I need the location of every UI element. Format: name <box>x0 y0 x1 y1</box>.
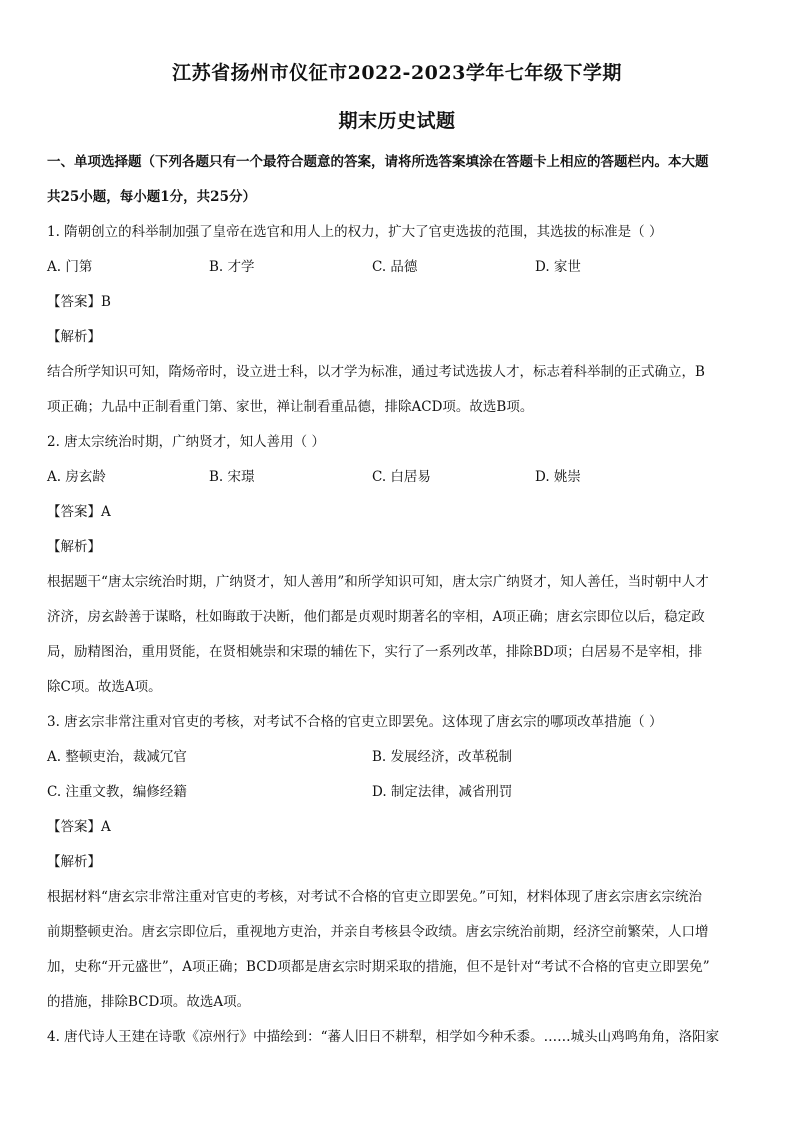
q1-analysis-label: 【解析】 <box>47 329 101 345</box>
q3-analysis-label: 【解析】 <box>47 854 101 870</box>
q1-option-d: D. 家世 <box>535 259 581 275</box>
q4-stem: 4. 唐代诗人王建在诗歌《凉州行》中描绘到：“蕃人旧日不耕犁，相学如今种禾黍。……城头山鸡鸣角角，洛阳家 <box>47 1029 720 1045</box>
q2-option-b: B. 宋璟 <box>209 469 255 485</box>
section-header-line1: 一、单项选择题（下列各题只有一个最符合题意的答案，请将所选答案填涂在答题卡上相应的答题栏内。本大题 <box>47 154 709 170</box>
page-title-line1: 江苏省扬州市仪征市2022-2023学年七年级下学期 <box>172 62 622 84</box>
q2-analysis-label: 【解析】 <box>47 539 101 555</box>
q3-option-c: C. 注重文教，编修经籍 <box>47 784 187 800</box>
q3-option-a: A. 整顿吏治，裁减冗官 <box>47 749 187 765</box>
q3-option-d: D. 制定法律，减省刑罚 <box>372 784 513 800</box>
q2-analysis-line4: 除C项。故选A项。 <box>47 679 162 695</box>
q2-option-a: A. 房玄龄 <box>47 469 106 485</box>
q3-stem: 3. 唐玄宗非常注重对官吏的考核，对考试不合格的官吏立即罢免。这体现了唐玄宗的哪项改革措施（ ） <box>47 714 663 730</box>
q2-stem: 2. 唐太宗统治时期，广纳贤才，知人善用（ ） <box>47 434 325 450</box>
q1-analysis-line1: 结合所学知识可知，隋炀帝时，设立进士科，以才学为标准，通过考试选拔人才，标志着科举制的正式确立，B <box>47 364 705 380</box>
q2-option-d: D. 姚崇 <box>535 469 581 485</box>
page-title-line2: 期末历史试题 <box>338 110 456 132</box>
q2-analysis-line1: 根据题干“唐太宗统治时期，广纳贤才，知人善用”和所学知识可知，唐太宗广纳贤才，知人善任，当时朝中人才 <box>47 574 709 590</box>
q3-analysis-line2: 前期整顿吏治。唐玄宗即位后，重视地方吏治，并亲自考核县令政绩。唐玄宗统治前期，经济空前繁荣，人口增 <box>47 924 709 940</box>
q2-analysis-line2: 济济，房玄龄善于谋略，杜如晦敢于决断，他们都是贞观时期著名的宰相，A项正确；唐玄宗即位以后，稳定政 <box>47 609 705 625</box>
q2-answer: 【答案】A <box>47 504 111 520</box>
q2-option-c: C. 白居易 <box>372 469 431 485</box>
q3-analysis-line3: 加，史称“开元盛世”，A项正确；BCD项都是唐玄宗时期采取的措施，但不是针对“考试不合格的官吏立即罢免” <box>47 959 710 975</box>
q3-analysis-line4: 的措施，排除BCD项。故选A项。 <box>47 994 251 1010</box>
q1-option-c: C. 品德 <box>372 259 418 275</box>
q1-option-b: B. 才学 <box>209 259 255 275</box>
q3-analysis-line1: 根据材料“唐玄宗非常注重对官吏的考核，对考试不合格的官吏立即罢免。”可知，材料体现了唐玄宗唐玄宗统治 <box>47 889 703 905</box>
q3-option-b: B. 发展经济，改革税制 <box>372 749 513 765</box>
q1-analysis-line2: 项正确；九品中正制看重门第、家世，禅让制看重品德，排除ACD项。故选B项。 <box>47 399 534 415</box>
q1-option-a: A. 门第 <box>47 259 93 275</box>
q3-answer: 【答案】A <box>47 819 111 835</box>
section-header-line2: 共25小题，每小题1分，共25分） <box>47 189 256 205</box>
q2-analysis-line3: 局，励精图治，重用贤能，在贤相姚崇和宋璟的辅佐下，实行了一系列改革，排除BD项；白居易不是宰相，排 <box>47 644 703 660</box>
q1-stem: 1. 隋朝创立的科举制加强了皇帝在选官和用人上的权力，扩大了官吏选拔的范围，其选拔的标准是（ ） <box>47 224 663 240</box>
q1-answer: 【答案】B <box>47 294 111 310</box>
